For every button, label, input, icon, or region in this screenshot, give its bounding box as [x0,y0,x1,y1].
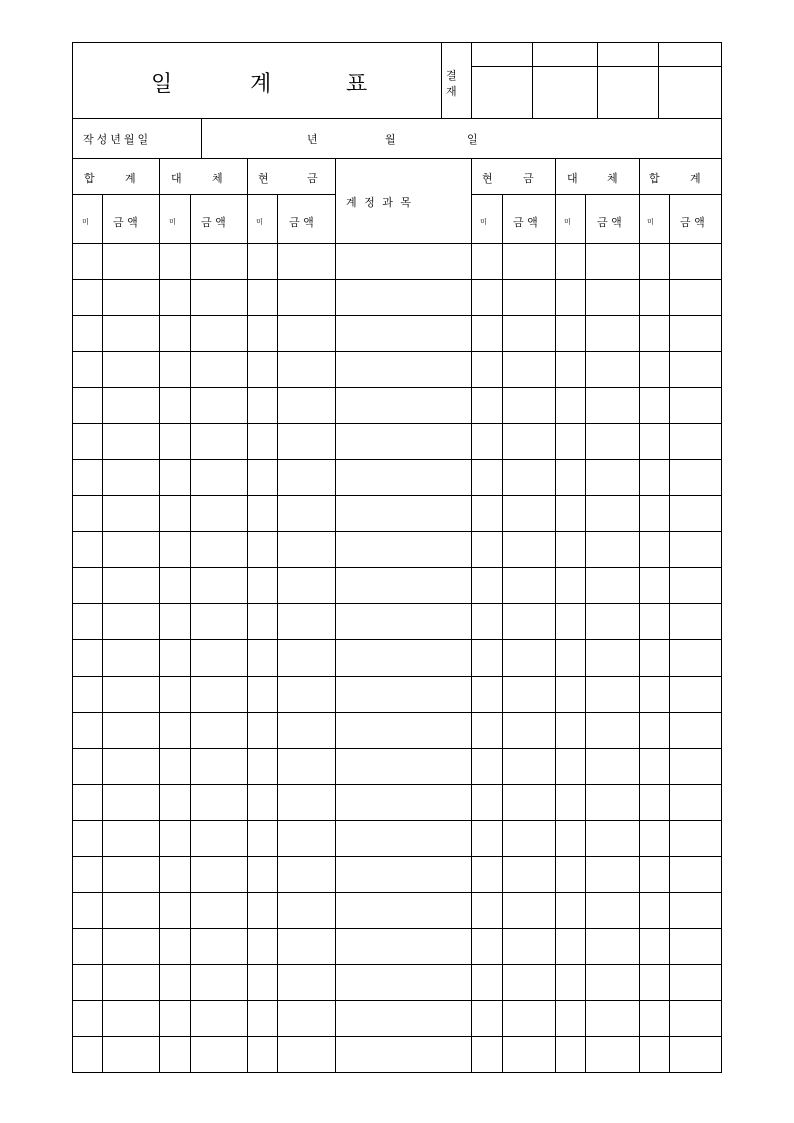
table-row[interactable] [73,531,721,567]
approval-cell-1[interactable] [472,43,533,118]
right-group-1-label-a: 현 [482,172,493,185]
right-group-2-amount: 금 액 [597,216,622,229]
table-row[interactable] [73,459,721,495]
approval-cell-3[interactable] [598,43,659,118]
left-group-1-amount: 금 액 [113,216,138,229]
left-group-1-label-a: 합 [84,172,95,185]
right-group-3-label-b: 계 [690,172,701,185]
approval-label-line1: 결 [446,69,457,82]
right-group-3-count: 미 [647,218,654,226]
table-row[interactable] [73,243,721,279]
ledger-table [72,158,722,1073]
group-header-separator [471,194,721,195]
right-group-2-label-b: 체 [607,172,618,185]
table-row[interactable] [73,567,721,603]
left-group-2-label-a: 대 [171,172,182,185]
page-title [73,43,442,118]
form-header [72,42,722,119]
date-row [72,118,722,159]
left-group-3-label-b: 금 [307,172,318,185]
table-row[interactable] [73,784,721,820]
right-group-1-count: 미 [480,218,487,226]
table-row[interactable] [73,1000,721,1036]
table-row[interactable] [73,676,721,712]
table-row[interactable] [73,748,721,784]
table-row[interactable] [73,639,721,675]
left-group-3-amount: 금 액 [289,216,314,229]
left-group-2-label-b: 체 [212,172,223,185]
right-group-2-label-a: 대 [567,172,578,185]
date-label-text: 작성년월일 [83,133,152,146]
table-row[interactable] [73,820,721,856]
left-group-1-label-b: 계 [125,172,136,185]
title-char-1: 일 [151,72,173,97]
title-char-3: 표 [346,72,368,97]
table-row[interactable] [73,928,721,964]
approval-cell-3-title [598,43,658,67]
table-row[interactable] [73,423,721,459]
approval-cell-2-title [533,43,597,67]
table-row[interactable] [73,387,721,423]
account-title-header: 계 정 과 목 [346,196,413,209]
left-group-2-count: 미 [169,218,176,226]
approval-signature-area [472,43,721,118]
right-group-1-label-b: 금 [523,172,534,185]
approval-cell-1-title [472,43,532,67]
day-unit: 일 [467,133,478,146]
right-group-3-label-a: 합 [649,172,660,185]
table-row[interactable] [73,351,721,387]
right-group-3-amount: 금 액 [680,216,705,229]
title-char-2: 계 [250,72,272,97]
year-unit: 년 [307,133,318,146]
left-group-2-amount: 금 액 [201,216,226,229]
approval-cell-4-title [659,43,721,67]
table-row[interactable] [73,315,721,351]
left-group-1-count: 미 [82,218,89,226]
table-row[interactable] [73,279,721,315]
approval-cell-4[interactable] [659,43,721,118]
table-row[interactable] [73,1036,721,1072]
month-unit: 월 [385,133,396,146]
date-label [73,118,202,158]
left-group-3-label-a: 현 [258,172,269,185]
left-group-3-count: 미 [256,218,263,226]
table-row[interactable] [73,495,721,531]
approval-label-line2: 재 [446,85,457,98]
table-row[interactable] [73,856,721,892]
table-row[interactable] [73,603,721,639]
table-row[interactable] [73,712,721,748]
group-header-separator [73,194,335,195]
approval-label [442,43,472,118]
right-group-2-count: 미 [564,218,571,226]
table-row[interactable] [73,964,721,1000]
approval-cell-2[interactable] [533,43,598,118]
table-row[interactable] [73,892,721,928]
right-group-1-amount: 금 액 [513,216,538,229]
